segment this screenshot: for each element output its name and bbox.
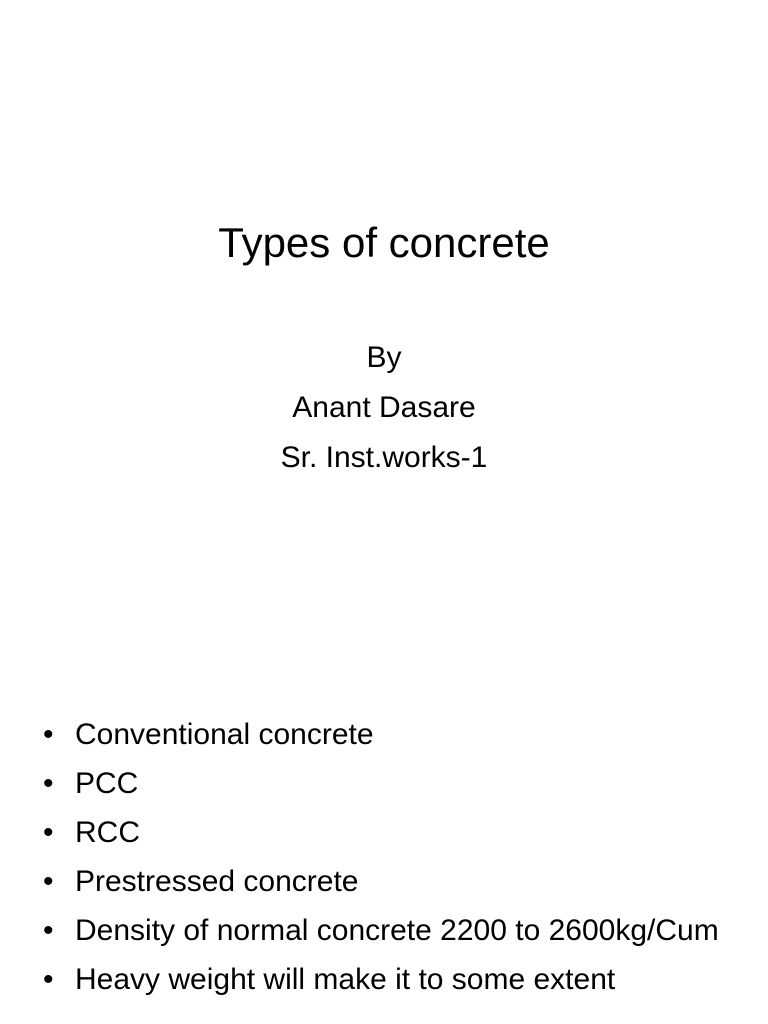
bullet-item [0, 812, 768, 853]
bullet-icon: • [43, 865, 54, 898]
bullet-text: Heavy weight will make it to some extent [75, 963, 616, 996]
bullet-text: Density of normal concrete 2200 to 2600kg/Cum [75, 914, 719, 947]
bullet-icon: • [43, 767, 54, 800]
bullet-icon: • [43, 718, 54, 751]
bullet-item [0, 861, 768, 902]
bullet-text: Prestressed concrete [75, 865, 359, 898]
subtitle-line-author: Anant Dasare [292, 391, 476, 424]
content-slide [0, 576, 768, 1024]
bullet-item [0, 959, 768, 1000]
bullet-icon: • [43, 963, 54, 996]
bullet-text: RCC [75, 816, 140, 849]
bullet-item [0, 714, 768, 755]
bullet-icon: • [43, 914, 54, 947]
subtitle-line-designation: Sr. Inst.works-1 [280, 441, 488, 474]
bullet-item [0, 910, 768, 951]
bullet-text: PCC [75, 767, 139, 800]
subtitle-line-by: By [366, 341, 402, 374]
slide-subtitle [0, 333, 768, 483]
slide-title: Types of concrete [218, 219, 550, 266]
bullet-text: Conventional concrete [75, 718, 374, 751]
bullet-item [0, 763, 768, 804]
bullet-icon: • [43, 816, 54, 849]
bullet-list [0, 714, 768, 1008]
